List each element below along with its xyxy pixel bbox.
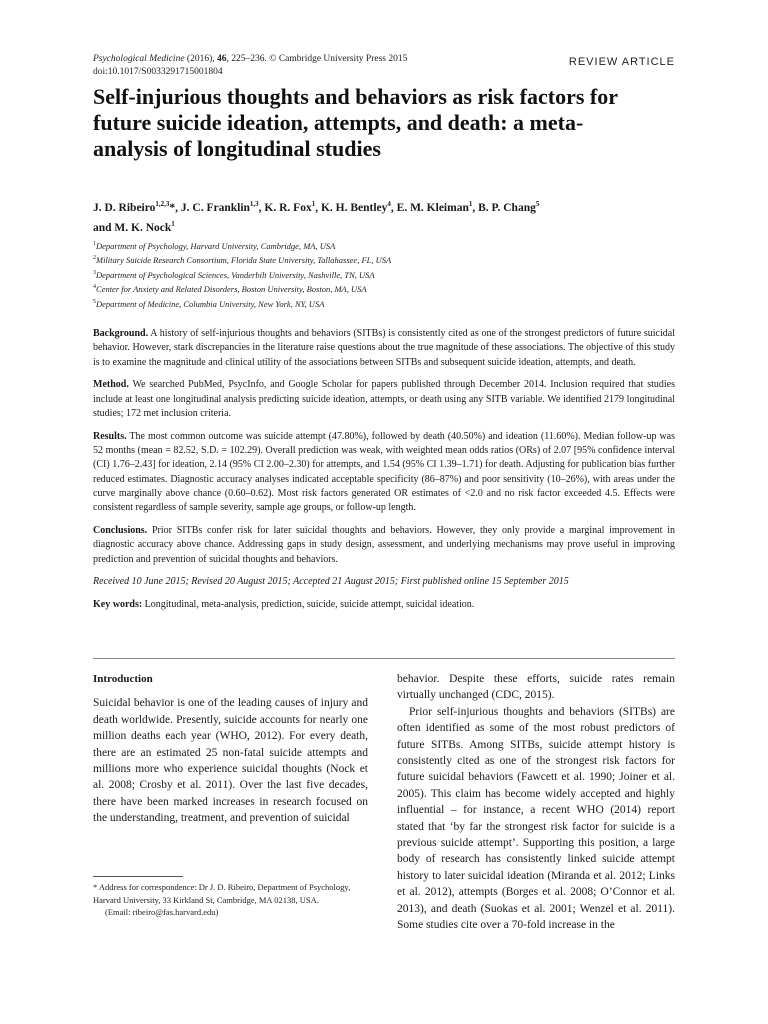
body-column-right [397,671,675,934]
footnote-address: * Address for correspondence: Dr J. D. Ribeiro, Department of Psychology, Harvard University, 33 Kirkland St, Cambridge, MA 02138, USA. [93,882,351,905]
body-column-left [93,671,368,827]
journal-citation [93,53,407,79]
affiliation: $^5$Department of Medicine, Columbia University, New York, NY, USA [93,298,325,309]
abstract-conclusions: Conclusions. Prior SITBs confer risk for later suicidal thoughts and behaviors. However, they only provide a marginal improvement in diagnostic accuracy above chance. Addressing gaps in study design, assessment, and underlying mechanisms may prove useful in improving prediction and prevention of suicidal thoughts and behaviors. [93,525,675,565]
abstract-method: Method. We searched PubMed, PsycInfo, and Google Scholar for papers published through December 2014. Inclusion required that studies include at least one longitudinal analysis predicting suicide ideation, attempts, or death using any SITB variable. We identified 2179 longitudinal studies; 172 met inclusion criteria. [93,379,675,419]
journal-pages: , 225–236. © Cambridge University Press 2015 [226,54,408,64]
abstract-results: Results. The most common outcome was suicide attempt (47.80%), followed by death (40.50%) and ideation (11.60%). Median follow-up was 52 months (mean = 82.52, S.D. = 102.29). Overall prediction was weak, with weighted mean odds ratios (ORs) of 2.07 [95% confidence interval (CI) 1.76–2.43] for ideation, 2.14 (95% CI 2.00–2.30) for attempts, and 1.54 (95% CI 1.39–1.71) for death. Adjusting for publication bias further reduced estimates. Diagnostic accuracy analyses indicated acceptable specificity (86–87%) and poor sensitivity (10–26%), with areas under the curve marginally above chance (0.60–0.62). Most risk factors generated OR estimates of <2.0 and no risk factor exceeded 4.5. Effects were consistent regardless of sample severity, sample age groups, or follow-up length. [93,430,675,514]
affiliation-list [93,238,391,310]
section-heading-introduction: Introduction [93,673,153,685]
author: J. C. Franklin$^{1,3}$, [180,200,265,214]
author-list [93,196,693,236]
footnote-rule [93,876,183,877]
keywords: Key words: Longitudinal, meta-analysis, prediction, suicide, suicide attempt, suicidal ideation. [93,598,475,610]
paper-title: Self-injurious thoughts and behaviors as risk factors for future suicide ideation, attempts, and death: a meta-analysis of longitudinal studies [93,84,618,161]
affiliation: $^4$Center for Anxiety and Related Disorders, Boston University, Boston, MA, USA [93,284,367,295]
body-paragraph: Suicidal behavior is one of the leading causes of injury and death worldwide. Presently, suicide accounts for nearly one million deaths each year (WHO, 2012). For every death, there are an estimated 25 non-fatal suicide attempts and millions more who experience suicidal thoughts (Nock et al. 2008; Crosby et al. 2011). Over the last five decades, there have been marked increases in research focused on the understanding, treatment, and prevention of suicidal [93,697,368,825]
body-paragraph: Prior self-injurious thoughts and behaviors (SITBs) are often identified as some of the most robust predictors of future SITBs. Among SITBs, suicide attempt history is consistently cited as one of the strongest risk factors for future suicidal behaviors (Fawcett et al. 1990; Joiner et al. 2005). This claim has become widely accepted and highly influential – for instance, a recent WHO (2014) report stated that ‘by far the strongest risk factor for suicide is a previous suicide attempt’. Supporting this position, a large body of research has consistently linked suicide attempt history to later suicidal ideation (Miranda et al. 2012; Links et al. 2012), attempts (Borges et al. 2008; O’Connor et al. 2013), and death (Suokas et al. 2001; Wenzel et al. 2011). Some studies cite over a 70-fold increase in the [397,705,675,932]
article-type-label: REVIEW ARTICLE [568,56,675,68]
section-divider [93,658,675,659]
doi: doi:10.1017/S0033291715001804 [93,67,223,77]
abstract-background: Background. A history of self-injurious thoughts and behaviors (SITBs) is consistently cited as one of the strongest predictors of future suicidal behavior. However, stark discrepancies in the literature raise questions about the true magnitude of these associations. The objective of this study is to examine the magnitude and clinical utility of the associations between SITBs and subsequent suicide ideation, attempts, and death. [93,328,675,368]
author: E. M. Kleiman$^1$, [396,200,479,214]
received-dates: Received 10 June 2015; Revised 20 August 2015; Accepted 21 August 2015; First published online 15 September 2015 [93,576,569,588]
abstract [93,327,675,621]
journal-volume: 46 [217,54,227,64]
author: J. D. Ribeiro$^{1,2,3}$*, [93,200,181,214]
author: and M. K. Nock$^1$ [93,219,175,234]
footnote-email: (Email: ribeiro@fas.harvard.edu) [105,907,219,918]
body-paragraph: behavior. Despite these efforts, suicide rates remain virtually unchanged (CDC, 2015). [397,673,675,702]
correspondence-footnote [93,881,368,919]
journal-year: (2016), [184,54,217,64]
affiliation: $^2$Military Suicide Research Consortium, Florida State University, Tallahassee, FL, USA [93,255,392,266]
author: B. P. Chang$^5$ [478,200,540,214]
author: K. H. Bentley$^4$, [320,200,397,214]
author: K. R. Fox$^1$, [264,200,321,214]
affiliation: $^3$Department of Psychological Sciences, Vanderbilt University, Nashville, TN, USA [93,269,375,280]
affiliation: $^1$Department of Psychology, Harvard University, Cambridge, MA, USA [93,240,336,251]
journal-name: Psychological Medicine [93,54,185,64]
